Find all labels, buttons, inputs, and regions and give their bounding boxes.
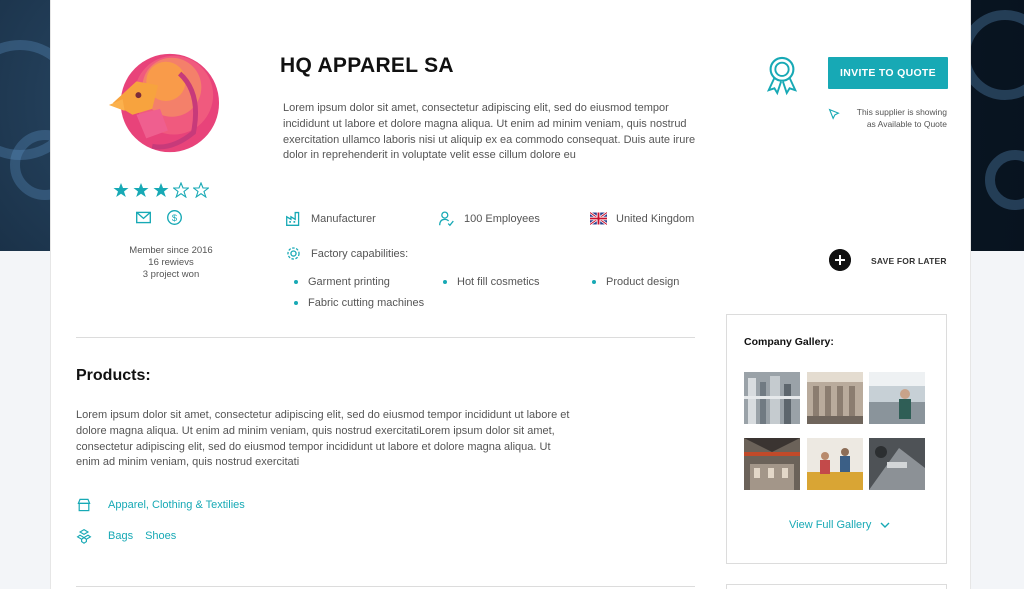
gallery-thumbnail[interactable] xyxy=(807,372,863,424)
capabilities-label: Factory capabilities: xyxy=(311,247,409,260)
invite-to-quote-button[interactable]: INVITE TO QUOTE xyxy=(828,57,948,89)
category-link[interactable]: Apparel, Clothing & Textilies xyxy=(108,499,245,511)
member-since: Member since 2016 xyxy=(129,245,213,256)
dollar-circle-icon[interactable] xyxy=(166,209,183,226)
gallery-thumbnail[interactable] xyxy=(807,438,863,490)
projects-won: 3 project won xyxy=(142,269,200,280)
tag-link-bags[interactable]: Bags xyxy=(108,530,134,542)
employee-count xyxy=(438,210,540,227)
next-panel xyxy=(726,584,947,589)
country-label: United Kingdom xyxy=(616,212,695,225)
review-count: 16 rewievs xyxy=(148,257,194,268)
employee-count-label: 100 Employees xyxy=(464,212,540,225)
gear-icon xyxy=(285,245,302,262)
company-logo xyxy=(103,44,221,162)
company-name: HQ APPAREL SA xyxy=(280,54,454,77)
plus-circle-icon[interactable] xyxy=(829,249,851,271)
gallery-heading: Company Gallery: xyxy=(744,336,834,348)
divider xyxy=(76,337,695,338)
store-icon xyxy=(76,497,92,513)
company-type xyxy=(285,210,376,227)
gallery-thumbnail[interactable] xyxy=(869,372,925,424)
boxes-icon xyxy=(76,528,92,544)
envelope-icon[interactable] xyxy=(135,209,152,226)
view-full-gallery-link[interactable]: View Full Gallery xyxy=(789,519,891,531)
save-for-later-button[interactable]: SAVE FOR LATER xyxy=(871,256,947,266)
capability-item: Hot fill cosmetics xyxy=(443,276,540,288)
people-icon xyxy=(438,210,455,227)
member-stats xyxy=(81,245,261,281)
uk-flag-icon xyxy=(590,210,607,227)
capability-item: Fabric cutting machines xyxy=(294,297,424,309)
rating-stars xyxy=(113,182,209,198)
company-description: Lorem ipsum dolor sit amet, consectetur adipiscing elit, sed do eiusmod tempor incididunt ut labore et dolore magna aliqua. Ut enim ad minim veniam, quis nostrud exercitation ullamco laboris nisi ut aliquip ex ea commodo consequat. Duis aute irure dolor in reprehenderit in voluptate velit esse cillum dolore eu xyxy=(283,102,696,162)
tag-link-shoes[interactable]: Shoes xyxy=(145,530,177,542)
product-category-row xyxy=(76,497,245,513)
star-filled-icon xyxy=(113,182,129,198)
divider xyxy=(76,586,695,587)
star-empty-icon xyxy=(193,182,209,198)
company-type-label: Manufacturer xyxy=(311,212,376,225)
award-ribbon-icon xyxy=(763,54,801,96)
supplier-profile-card xyxy=(50,0,971,589)
gallery-thumbnail[interactable] xyxy=(744,372,800,424)
country xyxy=(590,210,694,227)
availability-note: This supplier is showing as Available to Quote xyxy=(827,106,947,130)
star-filled-icon xyxy=(133,182,149,198)
gallery-thumbnail[interactable] xyxy=(869,438,925,490)
capability-item: Product design xyxy=(592,276,679,288)
products-heading: Products: xyxy=(76,367,151,384)
svg-text:$: $ xyxy=(171,212,178,223)
gallery-thumbnail[interactable] xyxy=(744,438,800,490)
star-empty-icon xyxy=(173,182,189,198)
products-description: Lorem ipsum dolor sit amet, consectetur adipiscing elit, sed do eiusmod tempor incididunt ut labore et dolore magna aliqua. Ut enim ad minim veniam, quis nostrud exercitatiLorem ipsum dolor sit amet, consectetur adipiscing elit, sed do eiusmod tempor incididunt ut labore et dolore magna aliqua. Ut enim ad minim veniam, quis nostrud exercitati xyxy=(76,409,570,469)
pin-icon xyxy=(827,107,841,121)
product-tags-row xyxy=(76,528,176,544)
chevron-down-icon xyxy=(879,519,891,531)
company-gallery xyxy=(726,314,947,564)
capability-item: Garment printing xyxy=(294,276,390,288)
factory-capabilities-heading xyxy=(285,245,408,262)
factory-icon xyxy=(285,210,302,227)
star-filled-icon xyxy=(153,182,169,198)
